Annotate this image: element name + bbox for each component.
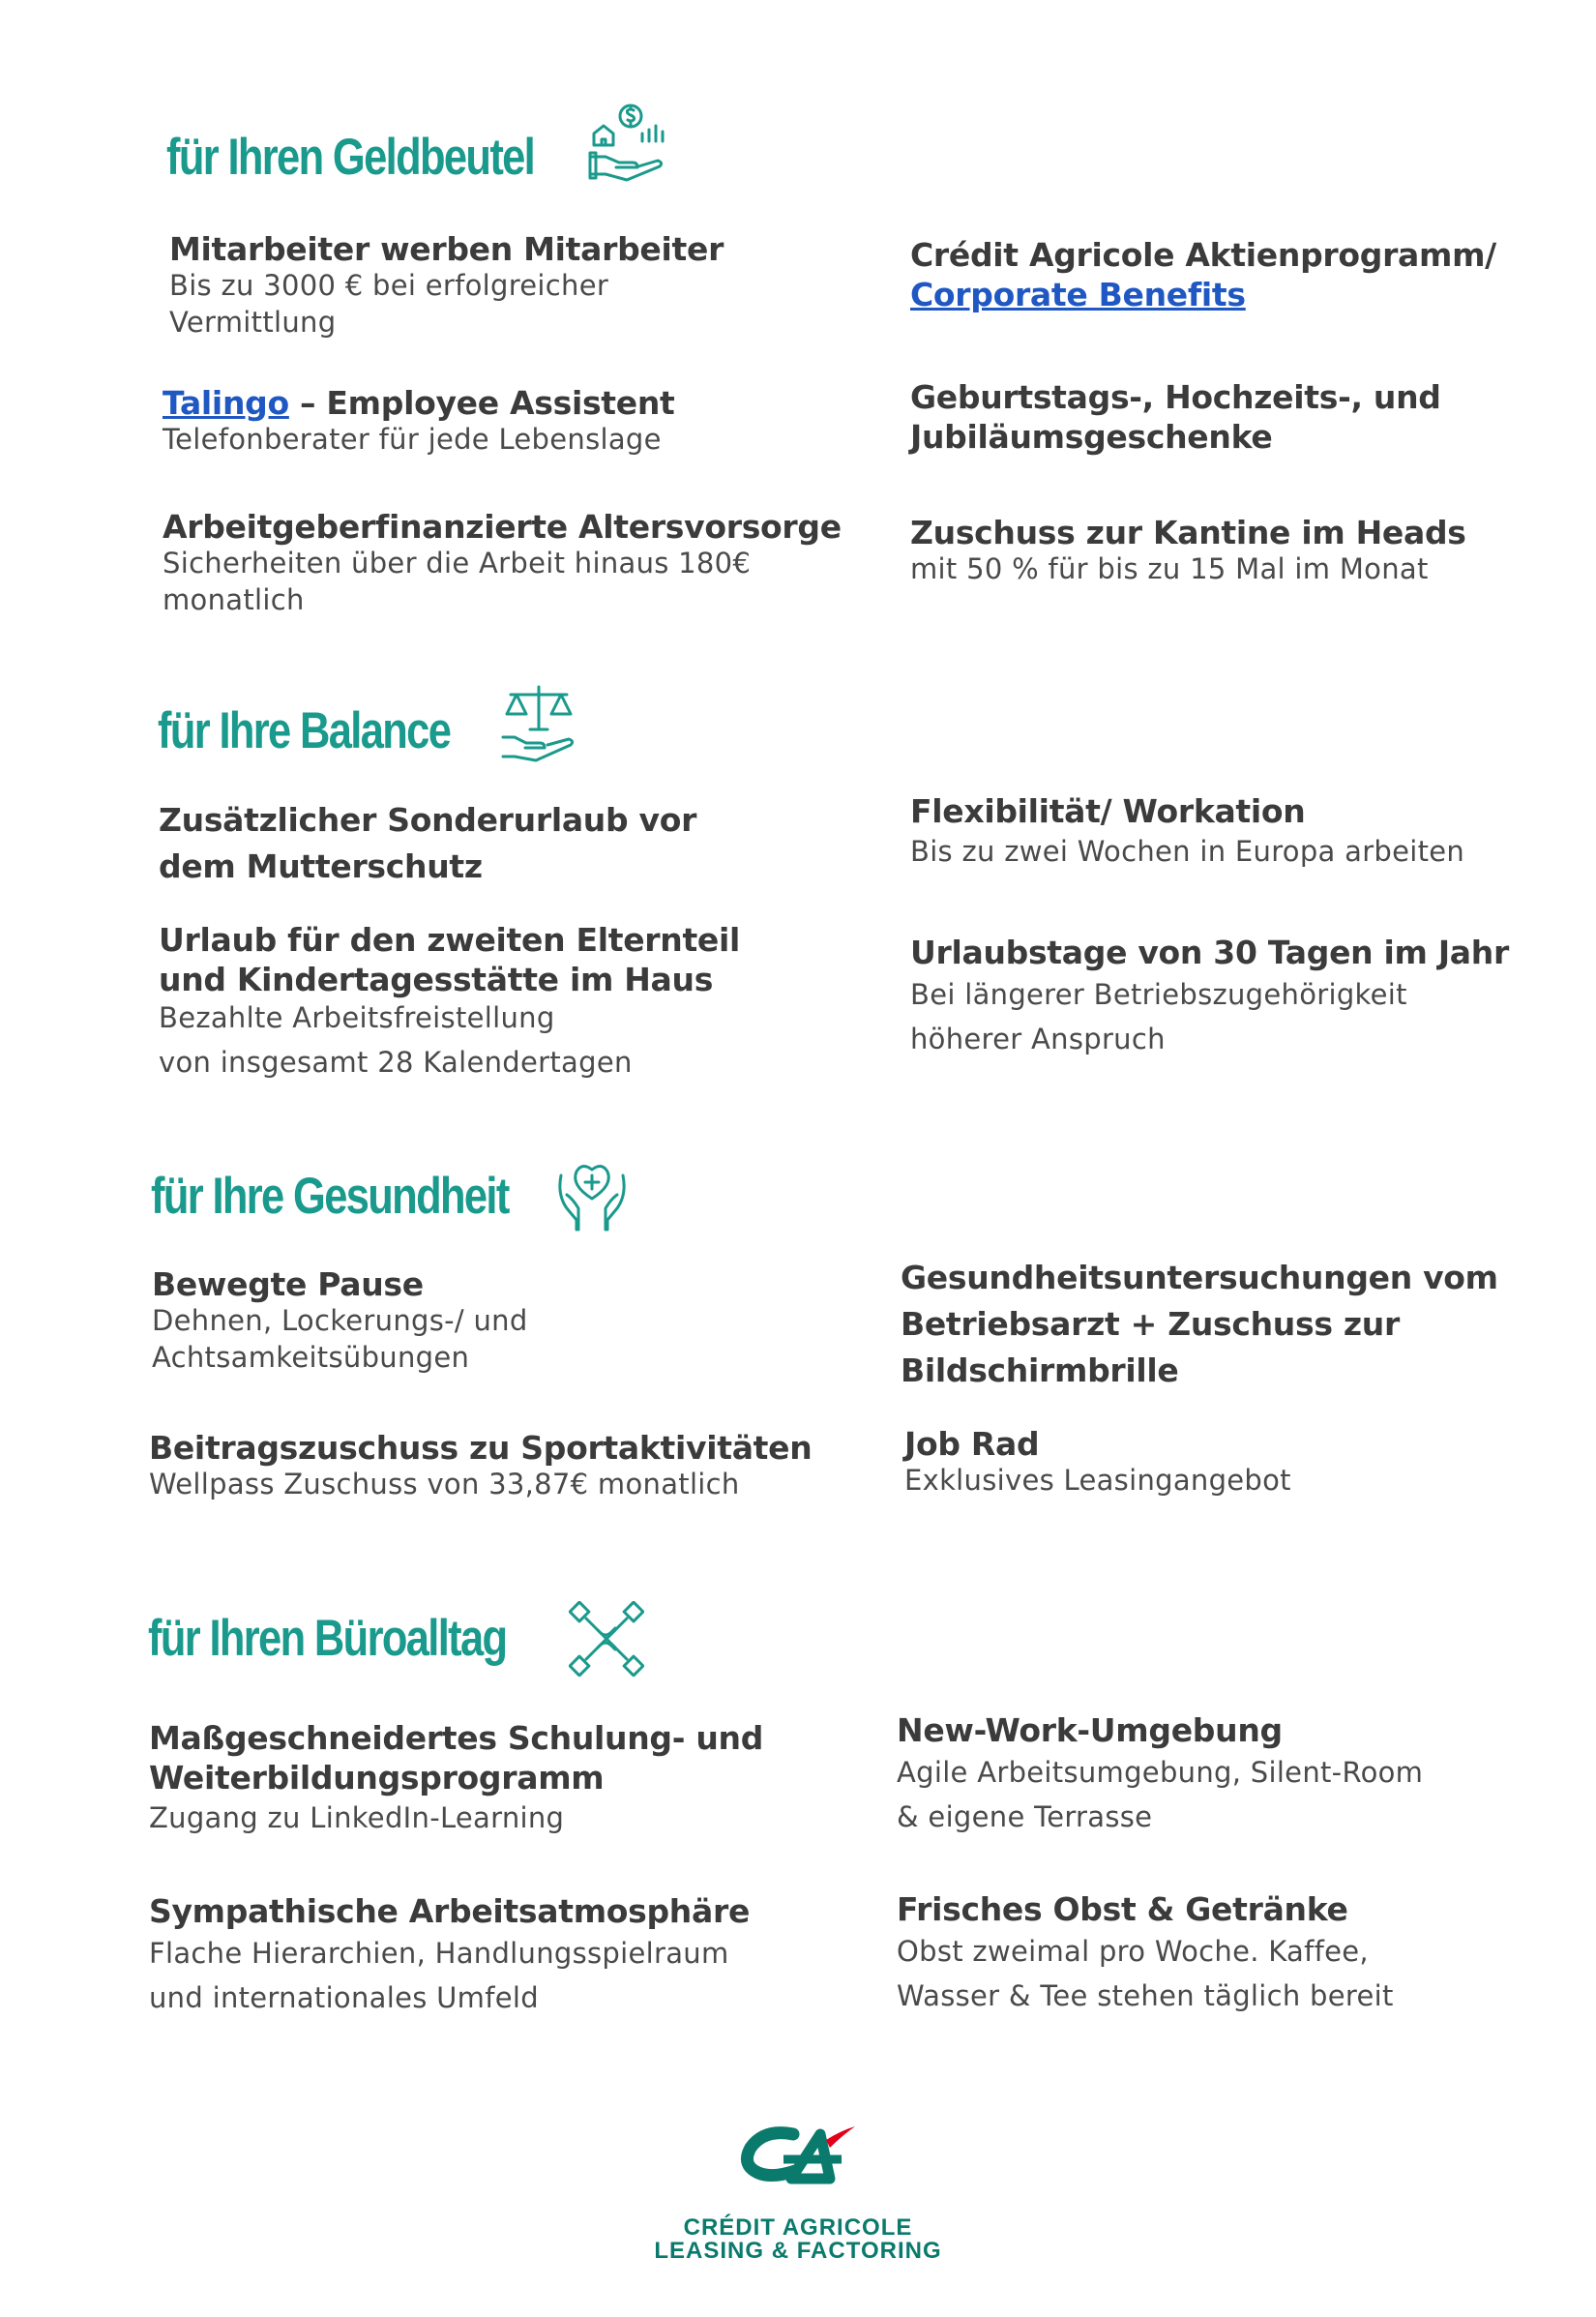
benefit-desc: Zugang zu LinkedIn-Learning — [149, 1801, 565, 1834]
logo-line-1: CRÉDIT AGRICOLE — [683, 2214, 913, 2241]
benefit-desc: & eigene Terrasse — [897, 1800, 1153, 1833]
benefit-title: Betriebsarzt + Zuschuss zur — [901, 1305, 1400, 1343]
benefit-title: und Kindertagesstätte im Haus — [159, 961, 714, 998]
benefit-geschenke — [910, 377, 1441, 457]
corporate-benefits-link[interactable]: Corporate Benefits — [910, 276, 1246, 313]
benefit-desc: Achtsamkeitsübungen — [152, 1341, 470, 1374]
benefit-desc: von insgesamt 28 Kalendertagen — [159, 1046, 633, 1079]
benefit-desc: Bis zu zwei Wochen in Europa arbeiten — [910, 835, 1465, 868]
benefit-title: Urlaub für den zweiten Elternteil — [159, 921, 741, 959]
benefit-title: dem Mutterschutz — [159, 847, 483, 885]
benefit-title — [163, 383, 675, 423]
benefit-desc: Bis zu 3000 € bei erfolgreicher — [169, 269, 609, 302]
benefit-desc: Wasser & Tee stehen täglich bereit — [897, 1979, 1394, 2012]
benefit-desc: mit 50 % für bis zu 15 Mal im Monat — [910, 552, 1429, 585]
section-title-balance: für Ihre Balance — [158, 702, 451, 759]
benefit-workation — [910, 791, 1464, 870]
benefit-title: Crédit Agricole Aktienprogramm/ — [910, 236, 1496, 274]
benefit-aktienprogramm — [910, 235, 1496, 314]
benefit-title: Beitragszuschuss zu Sportaktivitäten — [149, 1429, 813, 1467]
benefit-desc: monatlich — [163, 583, 305, 616]
benefit-altersvorsorge — [163, 507, 842, 618]
teamwork-hands-icon — [569, 1601, 644, 1677]
section-title-bueroalltag: für Ihren Büroalltag — [148, 1610, 507, 1667]
logo-line-2: LEASING & FACTORING — [654, 2238, 942, 2264]
credit-agricole-logo — [733, 2119, 859, 2196]
section-title-gesundheit: für Ihre Gesundheit — [151, 1168, 509, 1225]
benefit-title: Urlaubstage von 30 Tagen im Jahr — [910, 934, 1509, 971]
benefit-sportaktivitaeten — [149, 1428, 812, 1502]
benefit-desc: Exklusives Leasingangebot — [904, 1464, 1291, 1497]
benefit-schulung — [149, 1718, 763, 1836]
benefit-bewegte-pause — [152, 1264, 528, 1376]
talingo-link[interactable]: Talingo — [163, 384, 289, 422]
benefit-new-work — [897, 1710, 1423, 1839]
benefit-desc: Agile Arbeitsumgebung, Silent-Room — [897, 1756, 1424, 1789]
benefit-title: Mitarbeiter werben Mitarbeiter — [169, 230, 724, 268]
benefit-mitarbeiter-werben — [169, 229, 724, 341]
benefit-title: Gesundheitsuntersuchungen vom — [901, 1259, 1498, 1296]
benefit-desc: und internationales Umfeld — [149, 1981, 539, 2014]
benefit-desc: Sicherheiten über die Arbeit hinaus 180€ — [163, 547, 752, 579]
benefit-title: Zuschuss zur Kantine im Heads — [910, 514, 1466, 551]
benefit-title: Arbeitgeberfinanzierte Altersvorsorge — [163, 508, 842, 546]
benefit-title: Sympathische Arbeitsatmosphäre — [149, 1892, 751, 1930]
benefit-desc: Bezahlte Arbeitsfreistellung — [159, 1001, 555, 1034]
benefit-desc: Obst zweimal pro Woche. Kaffee, — [897, 1935, 1369, 1968]
benefit-desc: Flache Hierarchien, Handlungsspielraum — [149, 1937, 729, 1970]
benefit-talingo — [163, 383, 675, 458]
benefit-title: Bildschirmbrille — [901, 1352, 1179, 1389]
benefit-obst-getraenke — [897, 1889, 1394, 2018]
benefit-desc: Wellpass Zuschuss von 33,87€ monatlich — [149, 1468, 740, 1500]
benefit-title: Bewegte Pause — [152, 1265, 424, 1303]
benefit-urlaubstage — [910, 933, 1509, 1061]
money-hand-icon — [588, 101, 669, 182]
benefit-title: New-Work-Umgebung — [897, 1711, 1283, 1749]
benefit-job-rad — [904, 1424, 1291, 1499]
benefit-kantine — [910, 513, 1466, 587]
benefit-title: Jubiläumsgeschenke — [910, 418, 1273, 456]
benefit-title: Frisches Obst & Getränke — [897, 1890, 1348, 1928]
section-title-geldbeutel: für Ihren Geldbeutel — [166, 129, 535, 186]
benefit-desc: Dehnen, Lockerungs-/ und — [152, 1304, 528, 1337]
benefit-arbeitsatmosphaere — [149, 1891, 750, 2020]
benefit-title: Job Rad — [904, 1425, 1040, 1463]
balance-scale-hand-icon — [501, 683, 576, 762]
benefit-title: Weiterbildungsprogramm — [149, 1759, 605, 1797]
benefit-title: Flexibilität/ Workation — [910, 792, 1306, 830]
benefit-sonderurlaub — [159, 797, 696, 890]
benefit-title: Zusätzlicher Sonderurlaub vor — [159, 801, 697, 839]
heart-hands-icon — [553, 1156, 631, 1233]
benefit-title-rest: – Employee Assistent — [288, 384, 675, 422]
benefit-desc: höherer Anspruch — [910, 1023, 1166, 1055]
benefit-title: Maßgeschneidertes Schulung- und — [149, 1719, 764, 1757]
benefit-elternteil — [159, 920, 740, 1081]
benefit-desc: Bei längerer Betriebszugehörigkeit — [910, 978, 1407, 1011]
benefit-desc: Vermittlung — [169, 306, 337, 339]
benefit-desc: Telefonberater für jede Lebenslage — [163, 423, 662, 456]
benefit-title: Geburtstags-, Hochzeits-, und — [910, 378, 1441, 416]
benefit-gesundheitsuntersuchungen — [901, 1255, 1498, 1394]
